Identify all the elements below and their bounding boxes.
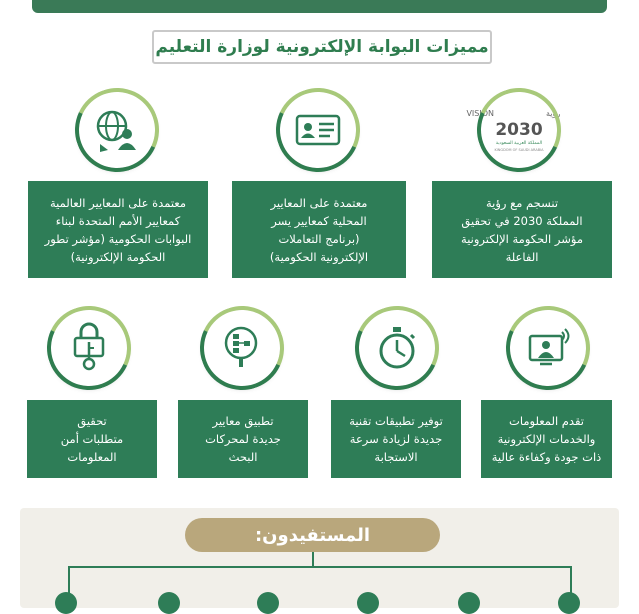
beneficiaries-title [185, 518, 440, 552]
card-line: جديدة لزيادة سرعة [349, 432, 443, 446]
card-line: متطلبات أمن [60, 432, 124, 446]
card-line: الإلكترونية الحكومية) [269, 249, 369, 264]
card-line: الحكومة الإلكترونية) [70, 249, 166, 264]
card-line: المعلومات [67, 450, 117, 464]
card-line: تحقيق [77, 414, 107, 428]
feature-card-security [27, 400, 157, 478]
beneficiary-node [458, 592, 480, 614]
card-line: تنسجم مع رؤية [485, 195, 559, 210]
id-card-circle [280, 92, 356, 168]
beneficiary-node [558, 592, 580, 614]
lock-key-circle [51, 310, 127, 386]
top-bar [32, 0, 607, 13]
search-structure-circle [204, 310, 280, 386]
card-line: توفير تطبيقات تقنية [349, 414, 443, 428]
card-line: كمعايير الأمم المتحدة لبناء [55, 213, 181, 228]
feature-card-quality-services [481, 400, 612, 478]
card-line: (برنامج التعاملات [278, 231, 360, 246]
card-line: تطبيق معايير [212, 414, 274, 428]
card-line: معتمدة على المعايير [270, 195, 368, 210]
globe-user-circle [79, 92, 155, 168]
page-title [152, 30, 492, 64]
card-line: والخدمات الإلكترونية [497, 432, 596, 446]
feature-card-global-standards [28, 181, 208, 278]
card-line: البوابات الحكومية (مؤشر تطور [44, 231, 192, 246]
card-line: تقدم المعلومات [509, 414, 584, 428]
vision-year: 2030 [495, 120, 543, 140]
feature-card-speed [331, 400, 461, 478]
card-line: مؤشر الحكومة الإلكترونية [461, 231, 583, 246]
beneficiary-node [357, 592, 379, 614]
card-line: الفاعلة [505, 249, 539, 264]
card-line: البحث [228, 450, 258, 464]
beneficiary-node [158, 592, 180, 614]
card-line: المحلية كمعايير يسر [271, 213, 367, 228]
vision-2030-logo [466, 92, 561, 168]
connector-line [68, 566, 572, 568]
feature-card-vision [432, 181, 612, 278]
beneficiaries-title-text: المستفيدون: [254, 524, 371, 546]
page-title-text: مميزات البوابة الإلكترونية لوزارة التعليم [155, 37, 489, 57]
vision-sub-en: KINGDOM OF SAUDI ARABIA [494, 148, 544, 152]
card-line: معتمدة على المعايير العالمية [49, 195, 187, 210]
card-line: ذات جودة وكفاءة عالية [491, 450, 602, 464]
vision-word: VISION [466, 109, 494, 118]
ruyah-word: رؤية [546, 109, 561, 118]
video-presenter-circle [510, 310, 586, 386]
feature-card-search [178, 400, 308, 478]
stopwatch-circle [359, 310, 435, 386]
card-line: الاستجابة [374, 450, 418, 464]
vision-sub: المملكة العربية السعودية [495, 141, 543, 146]
beneficiary-node [55, 592, 77, 614]
card-line: المملكة 2030 في تحقيق [461, 213, 583, 228]
beneficiary-node [257, 592, 279, 614]
card-line: جديدة لمحركات [205, 432, 281, 446]
feature-card-local-standards [232, 181, 406, 278]
